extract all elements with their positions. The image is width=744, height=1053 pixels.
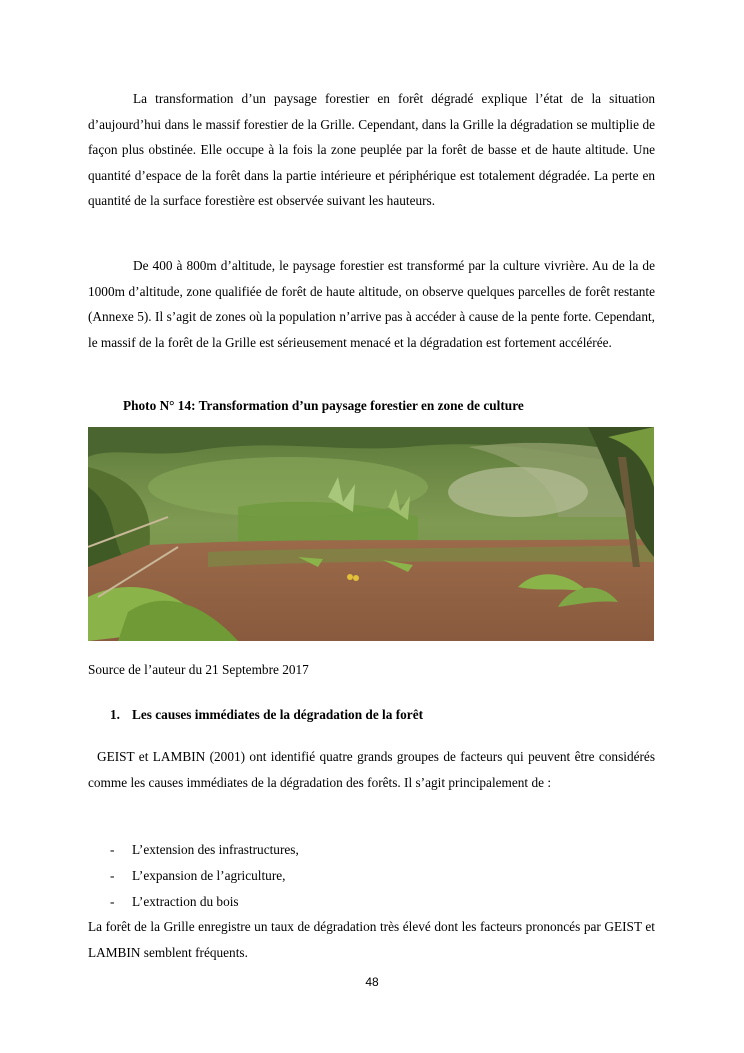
list-item: - L’extraction du bois	[110, 889, 299, 915]
list-item: - L’expansion de l’agriculture,	[110, 863, 299, 889]
causes-list	[110, 837, 299, 915]
paragraph-causes: GEIST et LAMBIN (2001) ont identifié quatre grands groupes de facteurs qui peuvent être considérés comme les causes immédiates de la dégradation des forêts. Il s’agit principalement de :	[88, 749, 655, 790]
photo-caption: Photo N° 14: Transformation d’un paysage forestier en zone de culture	[123, 398, 524, 413]
photo-source: Source de l’auteur du 21 Septembre 2017	[88, 662, 309, 677]
list-bullet: -	[110, 842, 115, 857]
paragraph-conclusion: La forêt de la Grille enregistre un taux de dégradation très élevé dont les facteurs prononcés par GEIST et LAMBIN semblent fréquents.	[88, 919, 655, 960]
section-heading	[110, 707, 423, 723]
list-bullet: -	[110, 894, 115, 909]
section-number: 1.	[110, 707, 120, 722]
page-number: 48	[365, 975, 379, 989]
section-title: Les causes immédiates de la dégradation de la forêt	[132, 707, 424, 722]
landscape-photo	[88, 427, 654, 641]
paragraph-altitude: De 400 à 800m d’altitude, le paysage forestier est transformé par la culture vivrière. Au de la de 1000m d’altitude, zone qualifiée de forêt de haute altitude, on observe quelques parcelles de forêt restante (Annexe 5). Il s’agit de zones où la population n’arrive pas à accéder à cause de la pente forte. Cependant, le massif de la forêt de la Grille est sérieusement menacé et la dégradation est fortement accélérée.	[88, 258, 655, 350]
list-bullet: -	[110, 868, 115, 883]
list-item: - L’extension des infrastructures,	[110, 837, 299, 863]
paragraph-intro: La transformation d’un paysage forestier en forêt dégradé explique l’état de la situation d’aujourd’hui dans le massif forestier de la Grille. Cependant, dans la Grille la dégradation se multiplie de façon plus obstinée. Elle occupe à la fois la zone peuplée par la forêt de basse et de haute altitude. Une quantité d’espace de la forêt dans la partie intérieure et périphérique est totalement dégradée. La perte en quantité de la surface forestière est observée suivant les hauteurs.	[88, 91, 655, 209]
